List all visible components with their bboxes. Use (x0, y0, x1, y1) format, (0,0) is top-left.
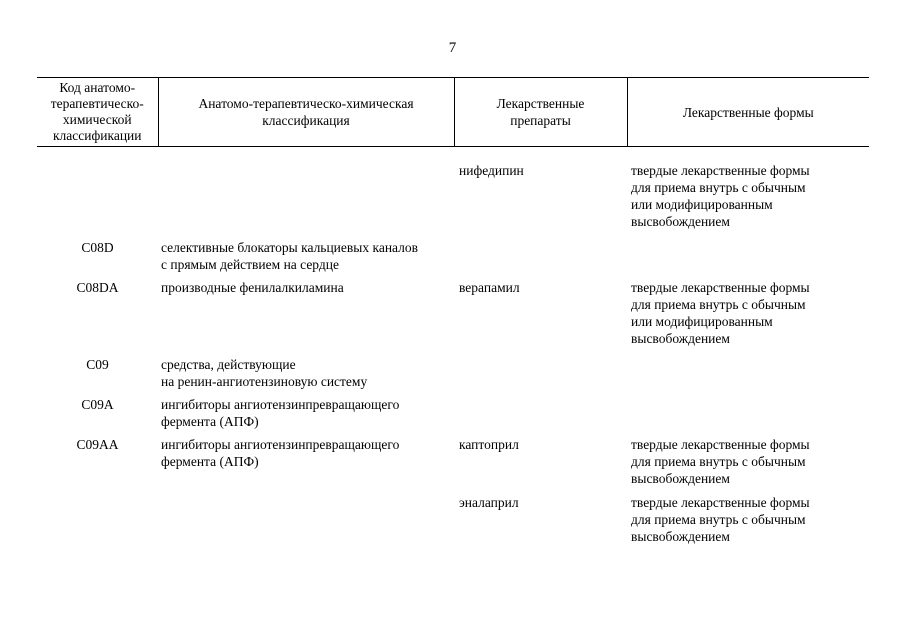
cell-form: твердые лекарственные формы для приема внутрь с обычным или модифицированным высвобождением (631, 280, 810, 346)
table-row (37, 390, 869, 430)
cell-code (37, 487, 158, 545)
page-number: 7 (448, 40, 457, 56)
cell-classification: средства, действующие на ренин-ангиотензиновую систему (161, 357, 368, 389)
header-code: Код анатомо- терапевтическо- химической классификации (37, 78, 158, 147)
cell-code: C09AA (76, 437, 119, 452)
cell-drug: каптоприл (459, 437, 519, 452)
table-row (37, 273, 869, 347)
cell-form: твердые лекарственные формы для приема внутрь с обычным или модифицированным высвобождением (631, 163, 810, 229)
cell-form: твердые лекарственные формы для приема внутрь с обычным высвобождением (631, 495, 810, 544)
cell-code: C09 (86, 357, 109, 372)
cell-classification: ингибиторы ангиотензинпревращающего фермента (АПФ) (161, 397, 400, 429)
header-forms: Лекарственные формы (627, 78, 869, 147)
cell-code: C09A (81, 397, 114, 412)
cell-classification: ингибиторы ангиотензинпревращающего фермента (АПФ) (161, 437, 400, 469)
cell-code: C08DA (76, 280, 119, 295)
table-row (37, 147, 869, 231)
cell-code (37, 147, 158, 231)
atc-drug-table (37, 77, 869, 545)
cell-classification (158, 147, 454, 231)
cell-classification: селективные блокаторы кальциевых каналов с прямым действием на сердце (161, 240, 419, 272)
table-row (37, 230, 869, 273)
cell-form: твердые лекарственные формы для приема внутрь с обычным высвобождением (631, 437, 810, 486)
cell-code: C08D (81, 240, 114, 255)
cell-form (627, 390, 869, 430)
table-row (37, 430, 869, 487)
cell-drug (454, 347, 627, 390)
cell-drug (454, 390, 627, 430)
cell-form (627, 230, 869, 273)
cell-drug (454, 230, 627, 273)
table-header-row (37, 78, 869, 147)
table-row (37, 487, 869, 545)
cell-form (627, 347, 869, 390)
cell-drug: верапамил (459, 280, 520, 295)
cell-classification (158, 487, 454, 545)
cell-classification: производные фенилалкиламина (161, 280, 344, 295)
header-drugs: Лекарственные препараты (454, 78, 627, 147)
cell-drug: эналаприл (459, 495, 519, 510)
cell-drug: нифедипин (459, 163, 524, 178)
table-row (37, 347, 869, 390)
header-classification: Анатомо-терапевтическо-химическая классификация (158, 78, 454, 147)
